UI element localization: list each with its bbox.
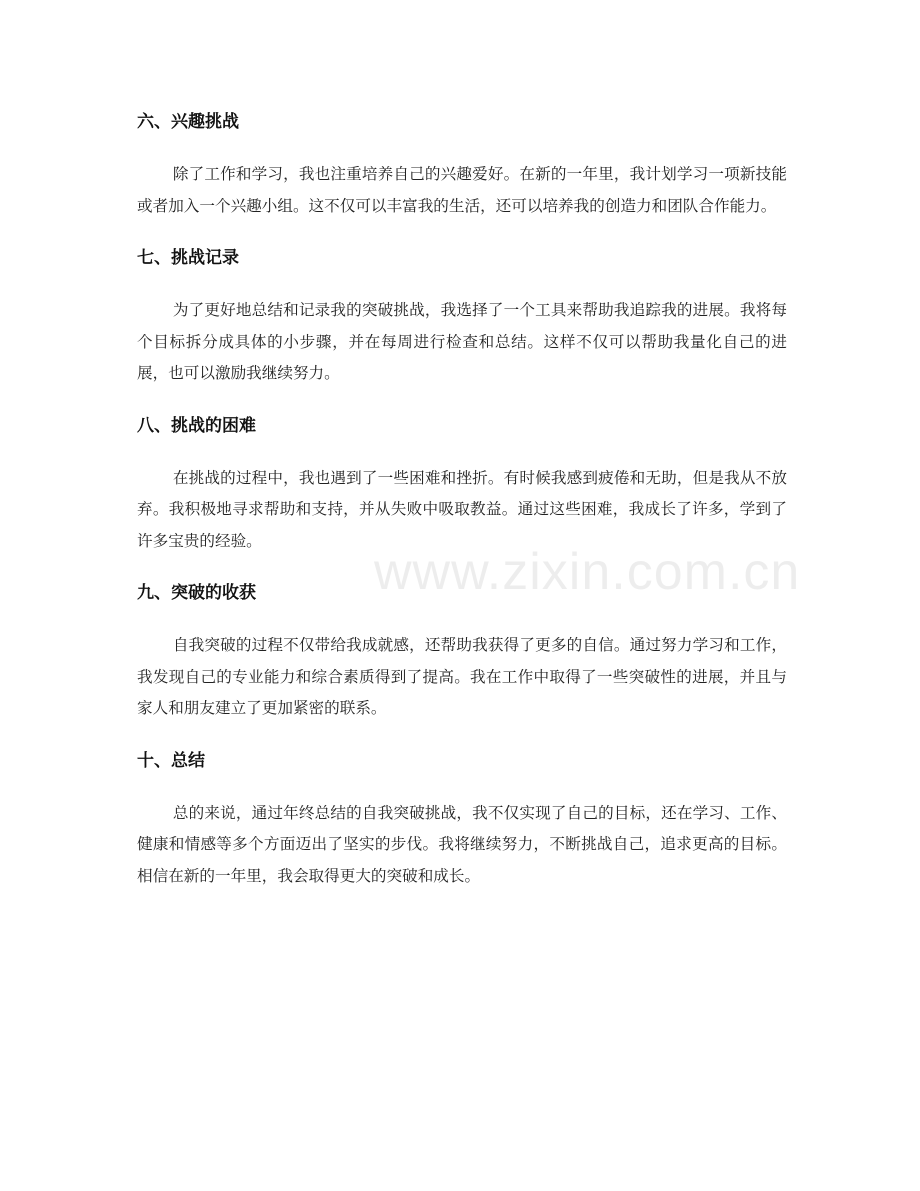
section-paragraph: 总的来说，通过年终总结的自我突破挑战，我不仅实现了自己的目标，还在学习、工作、健康和情感等多个方面迈出了坚实的步伐。我将继续努力，不断挑战自己，追求更高的目标。相信在新的一年里，我会取得更大的突破和成长。 xyxy=(137,803,787,885)
section-challenge-difficulties xyxy=(137,408,787,558)
watermark: www.zixin.com.cn xyxy=(374,543,801,601)
section-paragraph: 自我突破的过程不仅带给我成就感，还帮助我获得了更多的自信。通过努力学习和工作，我发现自己的专业能力和综合素质得到了提高。我在工作中取得了一些突破性的进展，并且与家人和朋友建立了更加紧密的联系。 xyxy=(137,636,787,717)
section-breakthrough-gains xyxy=(137,575,787,725)
section-heading: 九、突破的收获 xyxy=(137,583,256,603)
section-heading: 七、挑战记录 xyxy=(137,248,239,268)
section-challenge-record xyxy=(137,240,787,390)
document-content xyxy=(137,104,787,910)
section-paragraph: 为了更好地总结和记录我的突破挑战，我选择了一个工具来帮助我追踪我的进展。我将每个目标拆分成具体的小步骤，并在每周进行检查和总结。这样不仅可以帮助我量化自己的进展，也可以激励我继续努力。 xyxy=(137,301,787,382)
section-paragraph: 除了工作和学习，我也注重培养自己的兴趣爱好。在新的一年里，我计划学习一项新技能或者加入一个兴趣小组。这不仅可以丰富我的生活，还可以培养我的创造力和团队合作能力。 xyxy=(137,165,787,215)
section-interest-challenge xyxy=(137,104,787,222)
section-paragraph: 在挑战的过程中，我也遇到了一些困难和挫折。有时候我感到疲倦和无助，但是我从不放弃。我积极地寻求帮助和支持，并从失败中吸取教益。通过这些困难，我成长了许多，学到了许多宝贵的经验。 xyxy=(137,468,787,550)
section-heading: 六、兴趣挑战 xyxy=(137,112,239,132)
section-summary xyxy=(137,743,787,893)
section-heading: 八、挑战的困难 xyxy=(137,415,256,436)
section-heading: 十、总结 xyxy=(137,750,205,771)
